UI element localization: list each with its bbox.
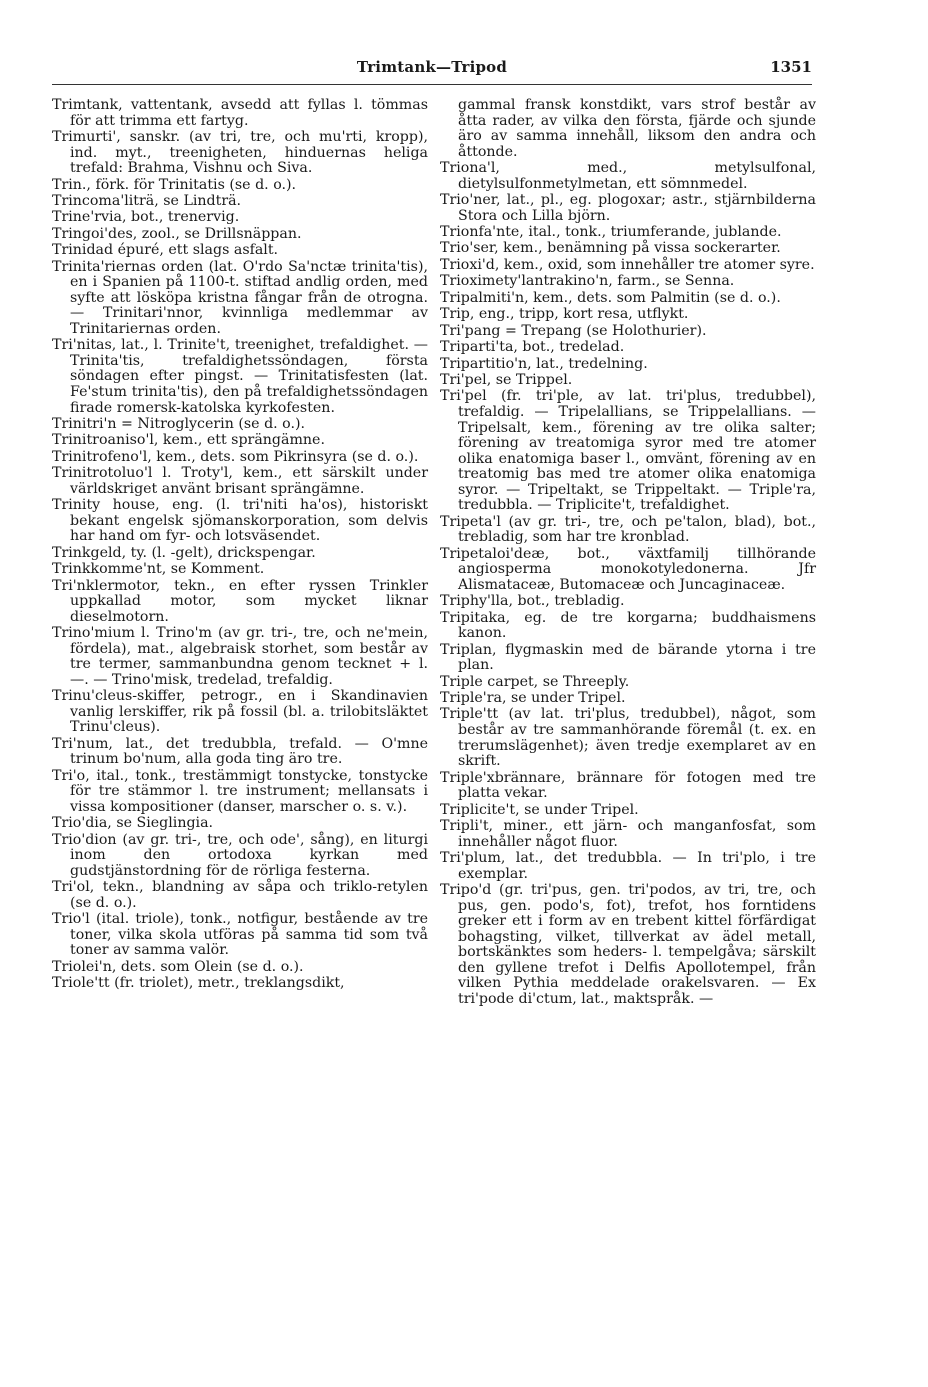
dictionary-entry: Trinity house, eng. (l. tri'niti ha'os), historiskt bekant engelsk sjömanskorporation, som delvis har hand om fyr- och lotsväsendet.: [52, 497, 428, 545]
right-column: [440, 98, 816, 1008]
running-title: Trimtank—Tripod: [356, 58, 508, 76]
dictionary-entry: Trip, eng., tripp, kort resa, utflykt.: [440, 306, 689, 323]
dictionary-entry: Trimurti', sanskr. (av tri, tre, och mu'rti, kropp), ind. myt., treenigheten, hinduernas heliga trefald: Brahma, Vishnu och Siva.: [52, 128, 428, 177]
dictionary-entry: Trine'rvia, bot., trenervig.: [52, 209, 240, 226]
dictionary-entry: Tripeta'l (av gr. tri-, tre, och pe'talon, blad), bot., trebladig, som har tre kronblad.: [440, 513, 816, 546]
dictionary-entry: Triple'ra, se under Tripel.: [440, 690, 626, 707]
dictionary-entry: Trinitri'n = Nitroglycerin (se d. o.).: [52, 415, 306, 432]
left-column: [52, 98, 428, 993]
dictionary-entry: Triparti'ta, bot., tredelad.: [440, 339, 625, 356]
dictionary-entry: Trioximety'lantrakino'n, farm., se Senna.: [440, 273, 735, 290]
dictionary-entry: Tripartitio'n, lat., tredelning.: [440, 355, 648, 372]
dictionary-entry: Triolei'n, dets. som Olein (se d. o.).: [52, 958, 304, 975]
dictionary-entry: Trinkgeld, ty. (l. -gelt), drickspengar.: [52, 544, 316, 561]
dictionary-entry: Trinkkomme'nt, se Komment.: [52, 561, 265, 578]
dictionary-entry: Tri'nklermotor, tekn., en efter ryssen Trinkler uppkallad motor, som mycket liknar dieselmotorn.: [52, 577, 428, 625]
dictionary-entry: Tri'num, lat., det tredubbla, trefald. — O'mne trinum bo'num, alla goda ting äro tre.: [52, 735, 428, 768]
dictionary-entry: Tri'o, ital., tonk., trestämmigt tonstycke, tonstycke för tre stämmor l. tre instrument; mellansats i vissa kompositioner (danser, marscher o. s. v.).: [52, 767, 428, 815]
dictionary-entry: Triple'tt (av lat. tri'plus, tredubbel), något, som består av tre sammanhörande föremål (t. ex. en trerumslägenhet); även tredje exemplaret av en skrift.: [440, 706, 816, 770]
dictionary-entry: Tripetaloi'deæ, bot., växtfamilj tillhörande angiosperma monokotyledonerna. Jfr Alismataceæ, Butomaceæ och Juncaginaceæ.: [440, 545, 816, 593]
dictionary-entry: Triple'xbrännare, brännare för fotogen med tre platta vekar.: [440, 769, 816, 802]
dictionary-entry: Tri'nitas, lat., l. Trinite't, treenighet, trefaldighet. — Trinita'tis, trefaldighetssöndagen, första söndagen efter pingst. — Trinitatisfesten (lat. Fe'stum trinita'tis), den på trefaldighetssöndagen firade romersk-katolska kyrkofesten.: [52, 337, 428, 416]
page-header: [52, 58, 812, 82]
dictionary-entry: Triona'l, med., metylsulfonal, dietylsulfonmetylmetan, ett sömnmedel.: [440, 160, 816, 192]
dictionary-entry: Trionfa'nte, ital., tonk., triumferande, jublande.: [440, 224, 782, 241]
dictionary-entry: Tri'plum, lat., det tredubbla. — In tri'plo, i tre exemplar.: [440, 849, 816, 882]
dictionary-entry: Trin., förk. för Trinitatis (se d. o.).: [52, 176, 297, 193]
dictionary-entry: Tripalmiti'n, kem., dets. som Palmitin (se d. o.).: [440, 289, 781, 306]
dictionary-entry: Trimtank, vattentank, avsedd att fyllas l. tömmas för att trimma ett fartyg.: [52, 97, 428, 129]
dictionary-entry: Trio'l (ital. triole), tonk., notfigur, bestående av tre toner, vilka skola utföras på samma tid som två toner av samma valör.: [52, 911, 428, 959]
dictionary-entry: Tri'ol, tekn., blandning av såpa och triklo-retylen (se d. o.).: [52, 879, 428, 911]
dictionary-entry: Trio'dia, se Sieglingia.: [52, 815, 214, 832]
dictionary-entry: Trinu'cleus-skiffer, petrogr., en i Skandinavien vanlig lerskiffer, rik på fossil (bl. a. trilobitsläktet Trinu'cleus).: [52, 688, 428, 736]
dictionary-entry: Tripli't, miner., ett järn- och manganfosfat, som innehåller något fluor.: [440, 817, 816, 850]
dictionary-entry: Triplicite't, se under Tripel.: [440, 801, 639, 818]
dictionary-entry: Tri'pang = Trepang (se Holothurier).: [440, 322, 707, 339]
dictionary-entry: Trinidad épuré, ett slags asfalt.: [52, 242, 279, 259]
dictionary-entry: Trio'ner, lat., pl., eg. plogoxar; astr., stjärnbilderna Stora och Lilla björn.: [440, 192, 816, 224]
dictionary-entry: Tri'pel, se Trippel.: [440, 371, 573, 388]
dictionary-entry: Trioxi'd, kem., oxid, som innehåller tre atomer syre.: [440, 256, 815, 273]
dictionary-entry: Trio'ser, kem., benämning på vissa sockerarter.: [440, 240, 781, 257]
dictionary-entry: Tri'pel (fr. tri'ple, av lat. tri'plus, tredubbel), trefaldig. — Tripelallians, se Trippelallians. — Tripelsalt, kem., förening av tre olika salter; förening av treatomiga syror med tre atomer olika enatomiga baser l., omvänt, förening av en treatomig bas med tre atomer olika enatomiga syror. — Tripeltakt, se Trippeltakt. — Triple'ra, tredubbla. — Triplicite't, trefaldighet.: [440, 388, 816, 514]
dictionary-entry: Triple carpet, se Threeply.: [440, 673, 630, 690]
dictionary-entry: Trinitrofeno'l, kem., dets. som Pikrinsyra (se d. o.).: [52, 448, 419, 465]
dictionary-entry: Trinitroaniso'l, kem., ett sprängämne.: [52, 432, 325, 449]
dictionary-entry: Trincoma'liträ, se Lindträ.: [52, 192, 242, 209]
dictionary-entry: Tripitaka, eg. de tre korgarna; buddhaismens kanon.: [440, 609, 816, 642]
dictionary-entry: Trinitrotoluo'l l. Troty'l, kem., ett särskilt under världskriget använt brisant sprängämne.: [52, 465, 428, 497]
dictionary-entry: Trio'dion (av gr. tri-, tre, och ode', sång), en liturgi inom den ortodoxa kyrkan med gudstjänstordning för de rörliga festerna.: [52, 831, 428, 879]
page-number: 1351: [770, 58, 812, 76]
dictionary-entry: Tripo'd (gr. tri'pus, gen. tri'podos, av tri, tre, och pus, gen. podo's, fot), trefot, hos forntidens greker ett i form av en trebent kittel förfärdigat bohagsting, vilket, tillverkat av ädel metall, bortskänktes som heders- l. tempelgåva; särskilt den gyllene trefot i Delfis Apollotempel, från vilken Pythia meddelade orakelsvaren. — Ex tri'pode di'ctum, lat., maktspråk. —: [440, 881, 816, 1007]
dictionary-entry: Triphy'lla, bot., trebladig.: [440, 593, 625, 610]
dictionary-entry: gammal fransk konstdikt, vars strof består av åtta rader, av vilka den första, fjärde och sjunde äro av samma innehåll, liksom den andra och åttonde.: [458, 97, 816, 160]
dictionary-entry: Trinita'riernas orden (lat. O'rdo Sa'nctæ trinita'tis), en i Spanien på 1100-t. stiftad andlig orden, med syfte att lösköpa kristna fångar från de otrogna. — Trinitari'nnor, kvinnliga medlemmar av Trinitariernas orden.: [52, 258, 428, 337]
dictionary-entry: Triplan, flygmaskin med de bärande ytorna i tre plan.: [440, 641, 816, 674]
header-rule: [52, 84, 812, 85]
dictionary-entry: Tringoi'des, zool., se Drillsnäppan.: [52, 225, 302, 242]
dictionary-entry: Trino'mium l. Trino'm (av gr. tri-, tre, och ne'mein, fördela), mat., algebraisk storhet, som består av tre termer, sammanbundna genom tecknet + l. —. — Trino'misk, tredelad, trefaldig.: [52, 625, 428, 688]
dictionary-entry: Triole'tt (fr. triolet), metr., treklangsdikt,: [52, 975, 345, 992]
